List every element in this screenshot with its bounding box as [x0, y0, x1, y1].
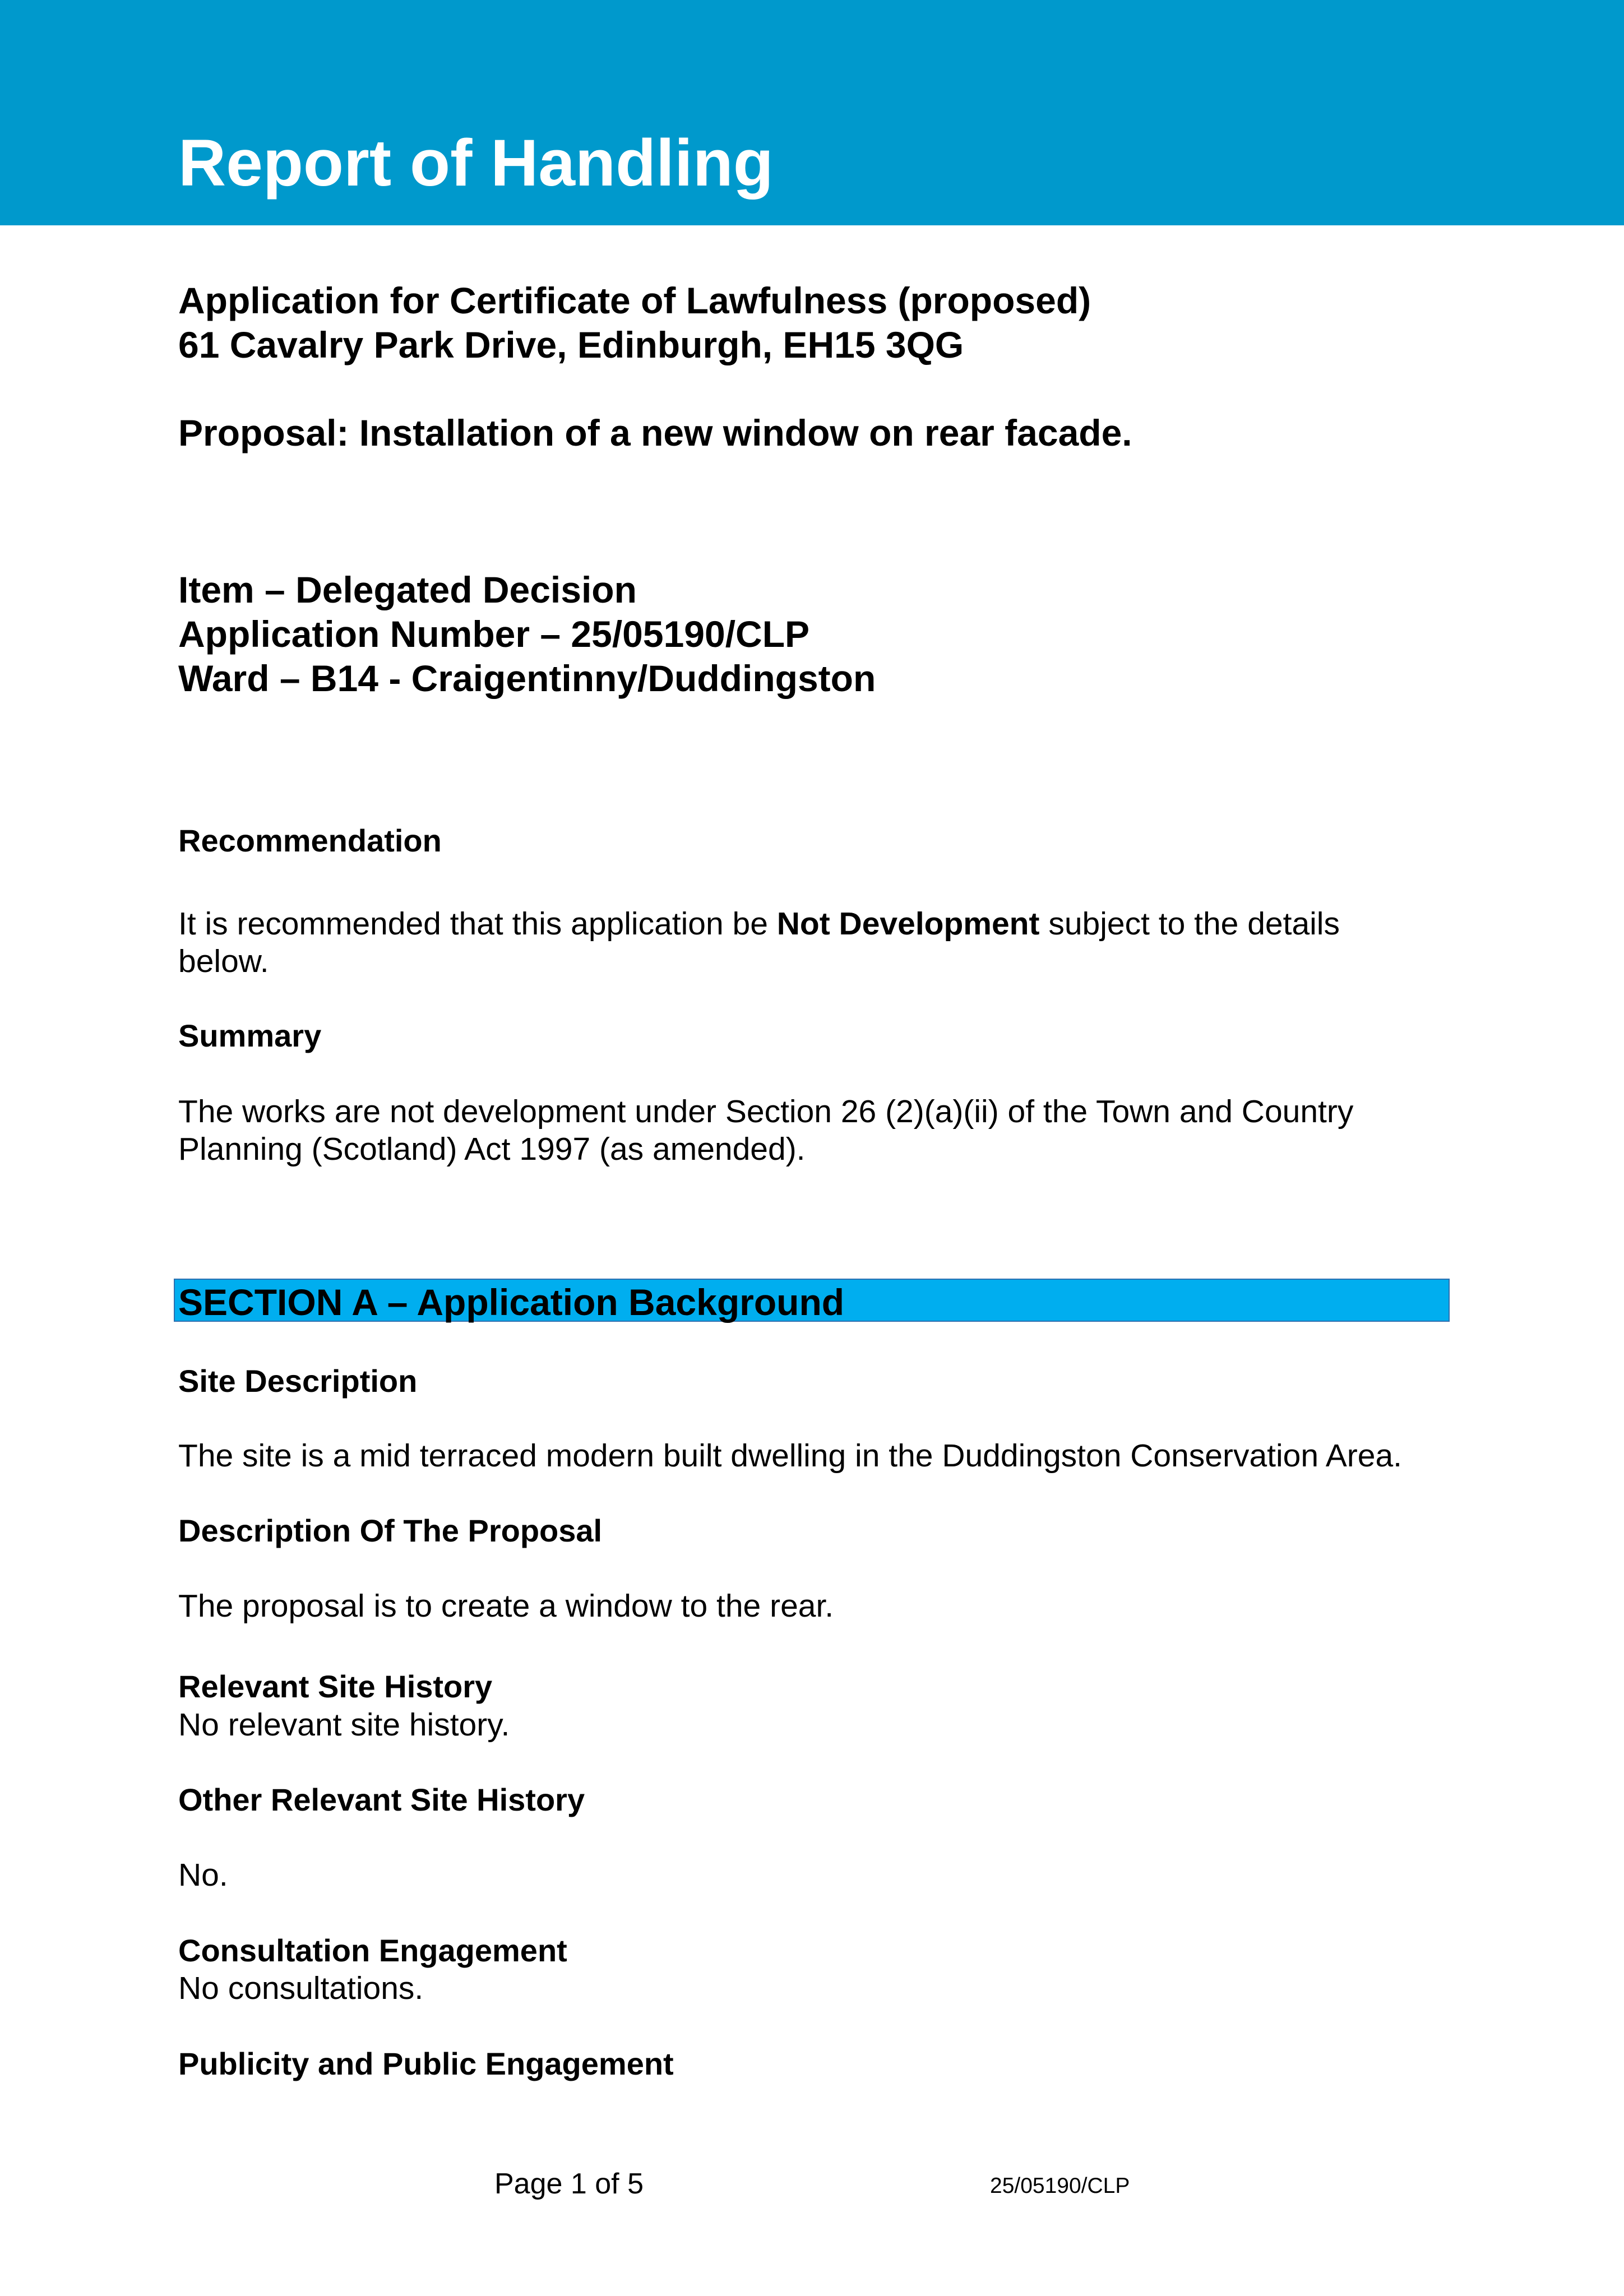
item-line: Item – Delegated Decision: [178, 569, 637, 610]
recommendation-text-before: It is recommended that this application be: [178, 906, 777, 942]
ward-line: Ward – B14 - Craigentinny/Duddingston: [178, 658, 876, 699]
recommendation-text-line2: below.: [178, 943, 269, 979]
proposal-title: Proposal: Installation of a new window on rear facade.: [178, 412, 1132, 453]
summary-heading: Summary: [178, 1018, 322, 1053]
recommendation-text: [178, 908, 1340, 940]
other-site-history-text: No.: [178, 1857, 228, 1893]
summary-text-line1: The works are not development under Section 26 (2)(a)(ii) of the Town and Country: [178, 1094, 1354, 1130]
page-title: Report of Handling: [178, 126, 774, 200]
relevant-site-history-heading: Relevant Site History: [178, 1669, 493, 1704]
application-address: 61 Cavalry Park Drive, Edinburgh, EH15 3QG: [178, 324, 964, 365]
recommendation-decision: Not Development: [776, 906, 1040, 942]
site-description-heading: Site Description: [178, 1363, 418, 1399]
application-type: Application for Certificate of Lawfulness (proposed): [178, 280, 1091, 321]
site-description-text: The site is a mid terraced modern built dwelling in the Duddingston Conservation Area.: [178, 1438, 1403, 1474]
summary-text-line2: Planning (Scotland) Act 1997 (as amended).: [178, 1131, 806, 1167]
footer-reference: 25/05190/CLP: [990, 2174, 1130, 2198]
publicity-heading: Publicity and Public Engagement: [178, 2046, 674, 2081]
application-number-line: Application Number – 25/05190/CLP: [178, 613, 810, 655]
recommendation-heading: Recommendation: [178, 823, 442, 858]
section-a-title: SECTION A – Application Background: [178, 1281, 845, 1323]
recommendation-text-after: subject to the details: [1039, 906, 1340, 942]
proposal-description-heading: Description Of The Proposal: [178, 1513, 603, 1548]
page-number: Page 1 of 5: [494, 2168, 644, 2200]
consultation-text: No consultations.: [178, 1970, 424, 2006]
other-site-history-heading: Other Relevant Site History: [178, 1782, 585, 1817]
proposal-description-text: The proposal is to create a window to the rear.: [178, 1588, 834, 1624]
consultation-heading: Consultation Engagement: [178, 1933, 567, 1968]
relevant-site-history-text: No relevant site history.: [178, 1707, 510, 1743]
